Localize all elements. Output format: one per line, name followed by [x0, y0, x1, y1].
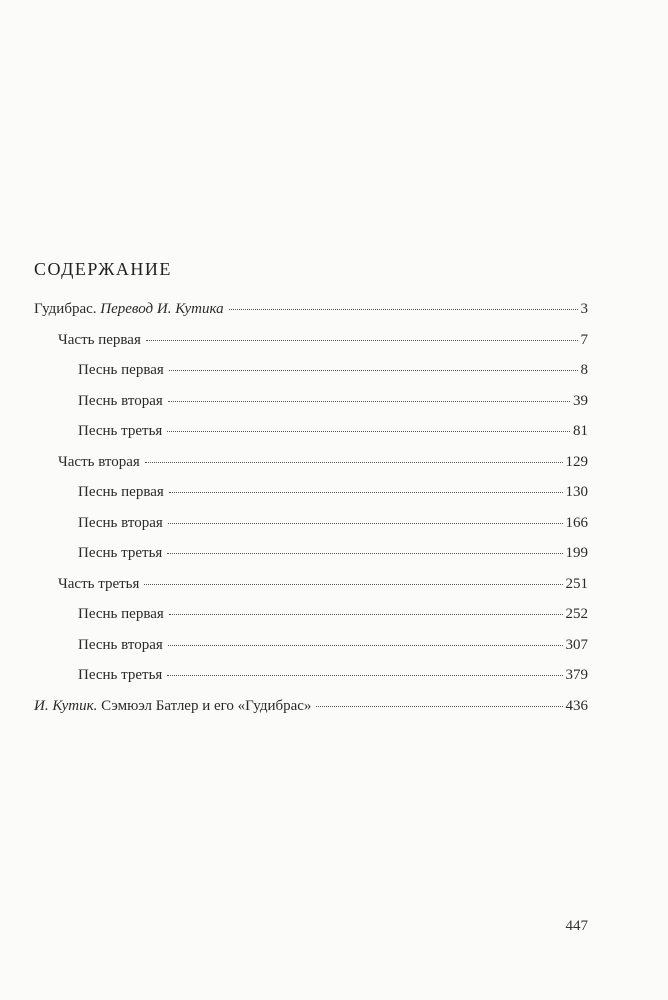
- dot-leader: [169, 614, 563, 615]
- toc-title-text: Песнь вторая: [78, 514, 163, 531]
- dot-leader: [168, 401, 570, 402]
- toc-entry[interactable]: [58, 575, 588, 593]
- toc-title-text: Песнь первая: [78, 606, 164, 622]
- toc-entry[interactable]: [78, 605, 588, 623]
- toc-page-number: 307: [565, 636, 588, 653]
- dot-leader: [167, 675, 562, 676]
- toc-title-text: Гудибрас.: [34, 301, 101, 317]
- toc-page-number: 130: [565, 484, 588, 500]
- toc-entry[interactable]: [78, 392, 588, 410]
- toc-page-number: 39: [573, 392, 588, 409]
- toc-entry[interactable]: [58, 331, 588, 349]
- page-number: 447: [565, 918, 588, 934]
- toc-entry-title: [78, 483, 164, 501]
- toc-entry[interactable]: [78, 514, 588, 532]
- toc-title-text: Песнь первая: [78, 484, 164, 500]
- toc-title-text: Часть первая: [58, 331, 141, 348]
- toc-page-number: 166: [565, 514, 588, 531]
- toc-entry[interactable]: [78, 422, 588, 440]
- toc-entry-title: [78, 666, 162, 684]
- toc-entry[interactable]: [78, 483, 588, 501]
- toc-page-number: 436: [565, 697, 588, 714]
- toc-entry-title: [78, 361, 164, 379]
- toc-page-number: 129: [565, 453, 588, 470]
- toc-title-text: Сэмюэл Батлер и его «Гудибрас»: [97, 697, 312, 714]
- toc-page-number: 8: [580, 362, 588, 378]
- toc-entry[interactable]: [78, 666, 588, 684]
- toc-page-number: 251: [565, 575, 588, 592]
- dot-leader: [167, 431, 570, 432]
- toc-entry[interactable]: [34, 697, 588, 715]
- toc-entry-title: [58, 453, 140, 471]
- toc-entry[interactable]: [58, 453, 588, 471]
- toc-title-text: Песнь третья: [78, 667, 163, 683]
- dot-leader: [169, 370, 578, 371]
- dot-leader: [168, 645, 563, 646]
- toc-title-text: Песнь вторая: [78, 636, 163, 653]
- toc-title-italic: И. Кутик.: [34, 697, 98, 714]
- toc-entry-title: [78, 392, 163, 410]
- dot-leader: [167, 553, 562, 554]
- dot-leader: [229, 309, 578, 310]
- toc-title-text: Песнь вторая: [78, 392, 163, 409]
- toc-entry[interactable]: [78, 544, 588, 562]
- page-title: содержание: [34, 254, 172, 281]
- toc-entry-title: [78, 636, 163, 654]
- toc-title-text: Песнь первая: [78, 362, 164, 378]
- toc-entry[interactable]: [34, 300, 588, 318]
- toc-entry-title: [34, 697, 311, 715]
- toc-title-text: Песнь третья: [78, 423, 163, 439]
- toc-page-number: 3: [580, 301, 588, 317]
- dot-leader: [144, 584, 562, 585]
- toc-page-number: 252: [565, 606, 588, 622]
- toc-entry-title: [78, 605, 164, 623]
- toc-entry-title: [78, 514, 163, 532]
- toc-page-number: 7: [580, 331, 588, 348]
- toc-entry[interactable]: [78, 361, 588, 379]
- dot-leader: [145, 462, 563, 463]
- toc-title-text: Песнь третья: [78, 545, 163, 561]
- toc-entry[interactable]: [78, 636, 588, 654]
- toc-page-number: 199: [565, 545, 588, 561]
- toc-entry-title: [34, 300, 224, 318]
- toc-title-text: Часть третья: [58, 575, 140, 592]
- dot-leader: [316, 706, 562, 707]
- toc-page-number: 81: [573, 423, 588, 439]
- toc-page-number: 379: [565, 667, 588, 683]
- dot-leader: [169, 492, 563, 493]
- toc-entry-title: [78, 422, 162, 440]
- toc-entry-title: [58, 331, 141, 349]
- toc-title-italic: Перевод И. Кутика: [100, 301, 224, 317]
- toc-entry-title: [58, 575, 139, 593]
- toc-title-text: Часть вторая: [58, 453, 140, 470]
- dot-leader: [168, 523, 563, 524]
- dot-leader: [146, 340, 578, 341]
- toc-entry-title: [78, 544, 162, 562]
